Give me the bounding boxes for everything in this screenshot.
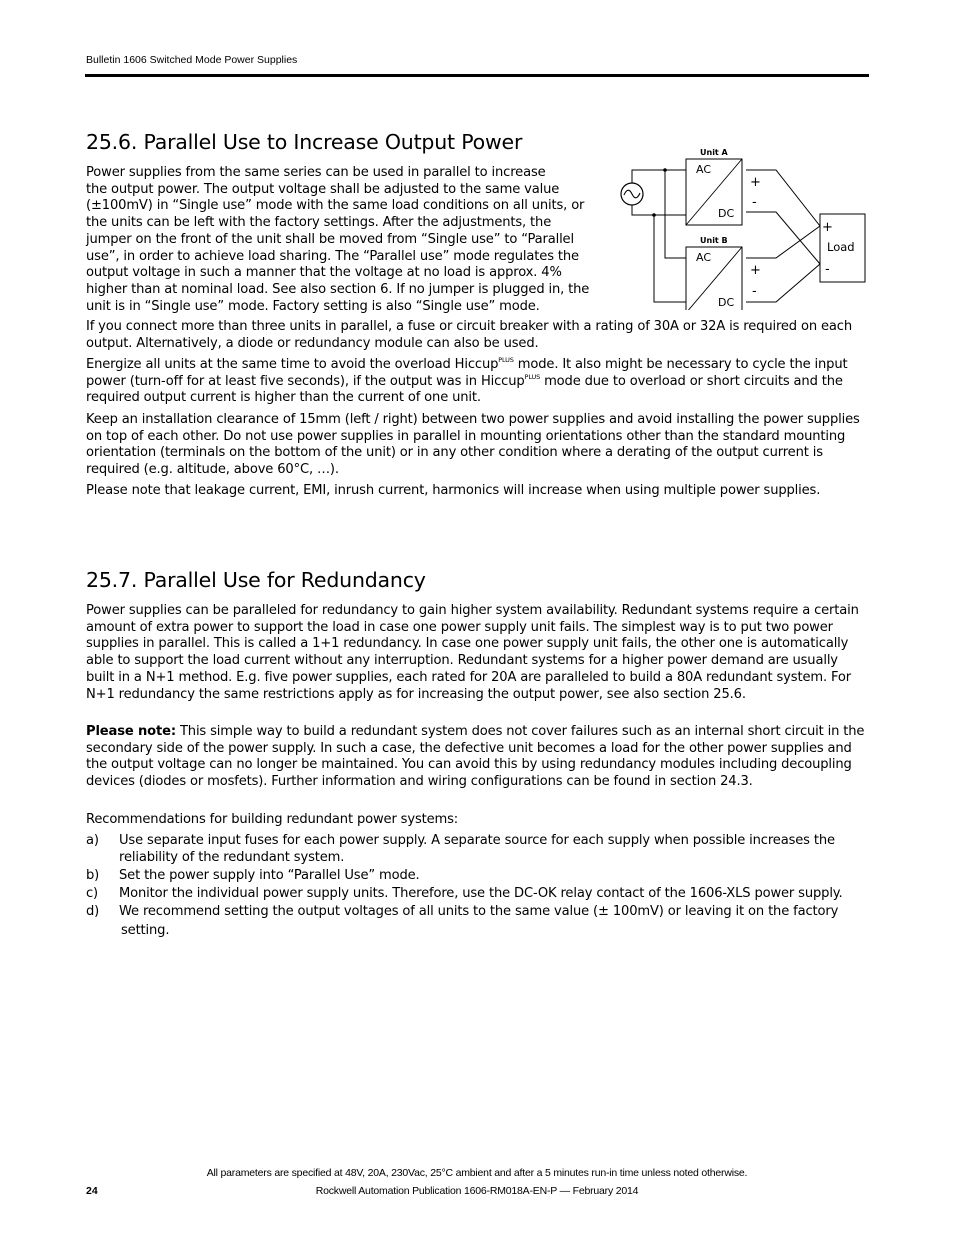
list-text: We recommend setting the output voltages of all units to the same value (± 100mV) or leaving it on the factory	[119, 904, 839, 919]
para1-line: the output power. The output voltage shall be adjusted to the same value	[86, 181, 560, 197]
para1-line: unit is in “Single use” mode. Factory setting is also “Single use” mode.	[86, 298, 540, 314]
plus-superscript: PLUS	[524, 372, 541, 381]
header-title: Bulletin 1606 Switched Mode Power Supplies	[86, 54, 298, 66]
list-marker: d)	[86, 904, 100, 919]
load-label: Load	[827, 240, 855, 254]
unit-a-plus-label: +	[750, 175, 761, 190]
para3-part: Energize all units at the same time to avoid the overload Hiccup	[86, 357, 499, 372]
list-marker: a)	[86, 833, 99, 848]
section-25-7-paragraph-1: Power supplies can be paralleled for redundancy to gain higher system availability. Redundant systems require a certain amount of extra power to support the load in case one power supply unit fails. The simplest way is to put two power supplies in parallel. This is called a 1+1 redundancy. In case one power supply unit fails, the other one is automatically able to support the load current without any interruption. Redundant systems for a higher power demand are usually built in a N+1 method. E.g. five power supplies, each rated for 20A are paralleled to build a 80A redundant system. For N+1 redundancy the same restrictions apply as for increasing the output power, see also section 25.6.	[86, 603, 859, 702]
unit-a-ac-label: AC	[696, 163, 712, 176]
para1-line: higher than at nominal load. See also section 6. If no jumper is plugged in, the	[86, 281, 590, 297]
para1-line: jumper on the front of the unit shall be moved from “Single use” to “Parallel	[86, 231, 574, 247]
para1-line: use”, in order to achieve load sharing. The “Parallel use” mode regulates the	[86, 248, 579, 264]
section-25-6-paragraph-5: Please note that leakage current, EMI, inrush current, harmonics will increase when using multiple power supplies.	[86, 483, 821, 498]
section-25-7-note	[86, 724, 870, 791]
unit-a-dc-label: DC	[718, 207, 735, 220]
list-marker: b)	[86, 868, 100, 883]
para3-part: mode. It also might be necessary to cycle the input power (turn-off for at least five seconds), if the output was in Hiccup	[86, 357, 848, 389]
section-25-6-paragraph-4: Keep an installation clearance of 15mm (left / right) between two power supplies and avoid installing the power supplies on top of each other. Do not use power supplies in parallel in mounting orientations other than the standard mounting orientation (terminals on the bottom of the unit) or in any other condition where a derating of the output current is required (e.g. altitude, above 60°C, …).	[86, 412, 860, 478]
section-25-6-paragraph-2: If you connect more than three units in parallel, a fuse or circuit breaker with a rating of 30A or 32A is required on each output. Alternatively, a diode or redundancy module can also be used.	[86, 319, 852, 351]
para3-part: mode due to overload or short circuits and the required output current is higher than the current of one unit.	[86, 373, 843, 406]
unit-b-dc-label: DC	[718, 296, 735, 309]
input-wire	[632, 205, 654, 215]
plus-superscript: PLUS	[498, 356, 514, 364]
unit-b-label: Unit B	[700, 236, 728, 245]
section-25-6-paragraph-3	[86, 357, 870, 407]
parallel-wiring-diagram	[610, 140, 870, 310]
footer-note: All parameters are specified at 48V, 20A, 230Vac, 25°C ambient and after a 5 minutes run-in time unless noted otherwise.	[206, 1167, 748, 1179]
para1-line: Power supplies from the same series can be used in parallel to increase	[86, 165, 546, 180]
list-item	[86, 904, 870, 940]
unit-a-minus-label: -	[752, 195, 757, 210]
list-item	[86, 868, 870, 885]
footer-publication: Rockwell Automation Publication 1606-RM018A-EN-P — February 2014	[315, 1185, 639, 1197]
section-heading-25-7: 25.7. Parallel Use for Redundancy	[86, 568, 426, 592]
input-wire	[665, 170, 686, 258]
unit-a-label: Unit A	[700, 148, 728, 157]
load-plus-label: +	[822, 220, 833, 235]
page-number: 24	[86, 1185, 98, 1197]
para1-line: (±100mV) in “Single use” mode with the same load conditions on all units, or	[86, 198, 585, 214]
section-25-6-paragraph-1	[86, 165, 606, 315]
list-text: Use separate input fuses for each power supply. A separate source for each supply when possible increases the reliability of the redundant system.	[119, 833, 835, 865]
note-text: This simple way to build a redundant system does not cover failures such as an internal short circuit in the secondary side of the power supply. In such a case, the defective unit becomes a load for the other power supplies and the output voltage can no longer be maintained. You can avoid this by using redundancy modules including decoupling devices (diodes or mosfets). Further information and wiring configurations can be found in section 24.3.	[86, 724, 865, 790]
note-label: Please note:	[86, 724, 176, 739]
unit-b-ac-label: AC	[696, 251, 712, 264]
load-minus-label: -	[825, 262, 830, 277]
junction-dot	[652, 213, 656, 217]
sine-wave-icon	[624, 190, 640, 198]
input-wire	[632, 170, 686, 183]
para1-line: the units can be left with the factory settings. After the adjustments, the	[86, 215, 552, 231]
list-text-continuation: setting.	[121, 923, 170, 938]
junction-dot	[663, 168, 667, 172]
list-item	[86, 833, 870, 867]
list-text: Monitor the individual power supply units. Therefore, use the DC-OK relay contact of the 1606-XLS power supply.	[119, 886, 843, 901]
header-rule	[85, 74, 869, 77]
output-wire	[746, 212, 820, 264]
unit-b-minus-label: -	[752, 284, 757, 299]
recommendations-intro: Recommendations for building redundant power systems:	[86, 812, 459, 827]
list-text: Set the power supply into “Parallel Use” mode.	[119, 868, 420, 883]
output-wire	[746, 226, 820, 258]
para1-line: output voltage in such a manner that the voltage at no load is approx. 4%	[86, 265, 562, 281]
section-heading-25-6: 25.6. Parallel Use to Increase Output Power	[86, 130, 523, 154]
unit-b-plus-label: +	[750, 263, 761, 278]
list-item	[86, 886, 870, 903]
list-marker: c)	[86, 886, 99, 901]
